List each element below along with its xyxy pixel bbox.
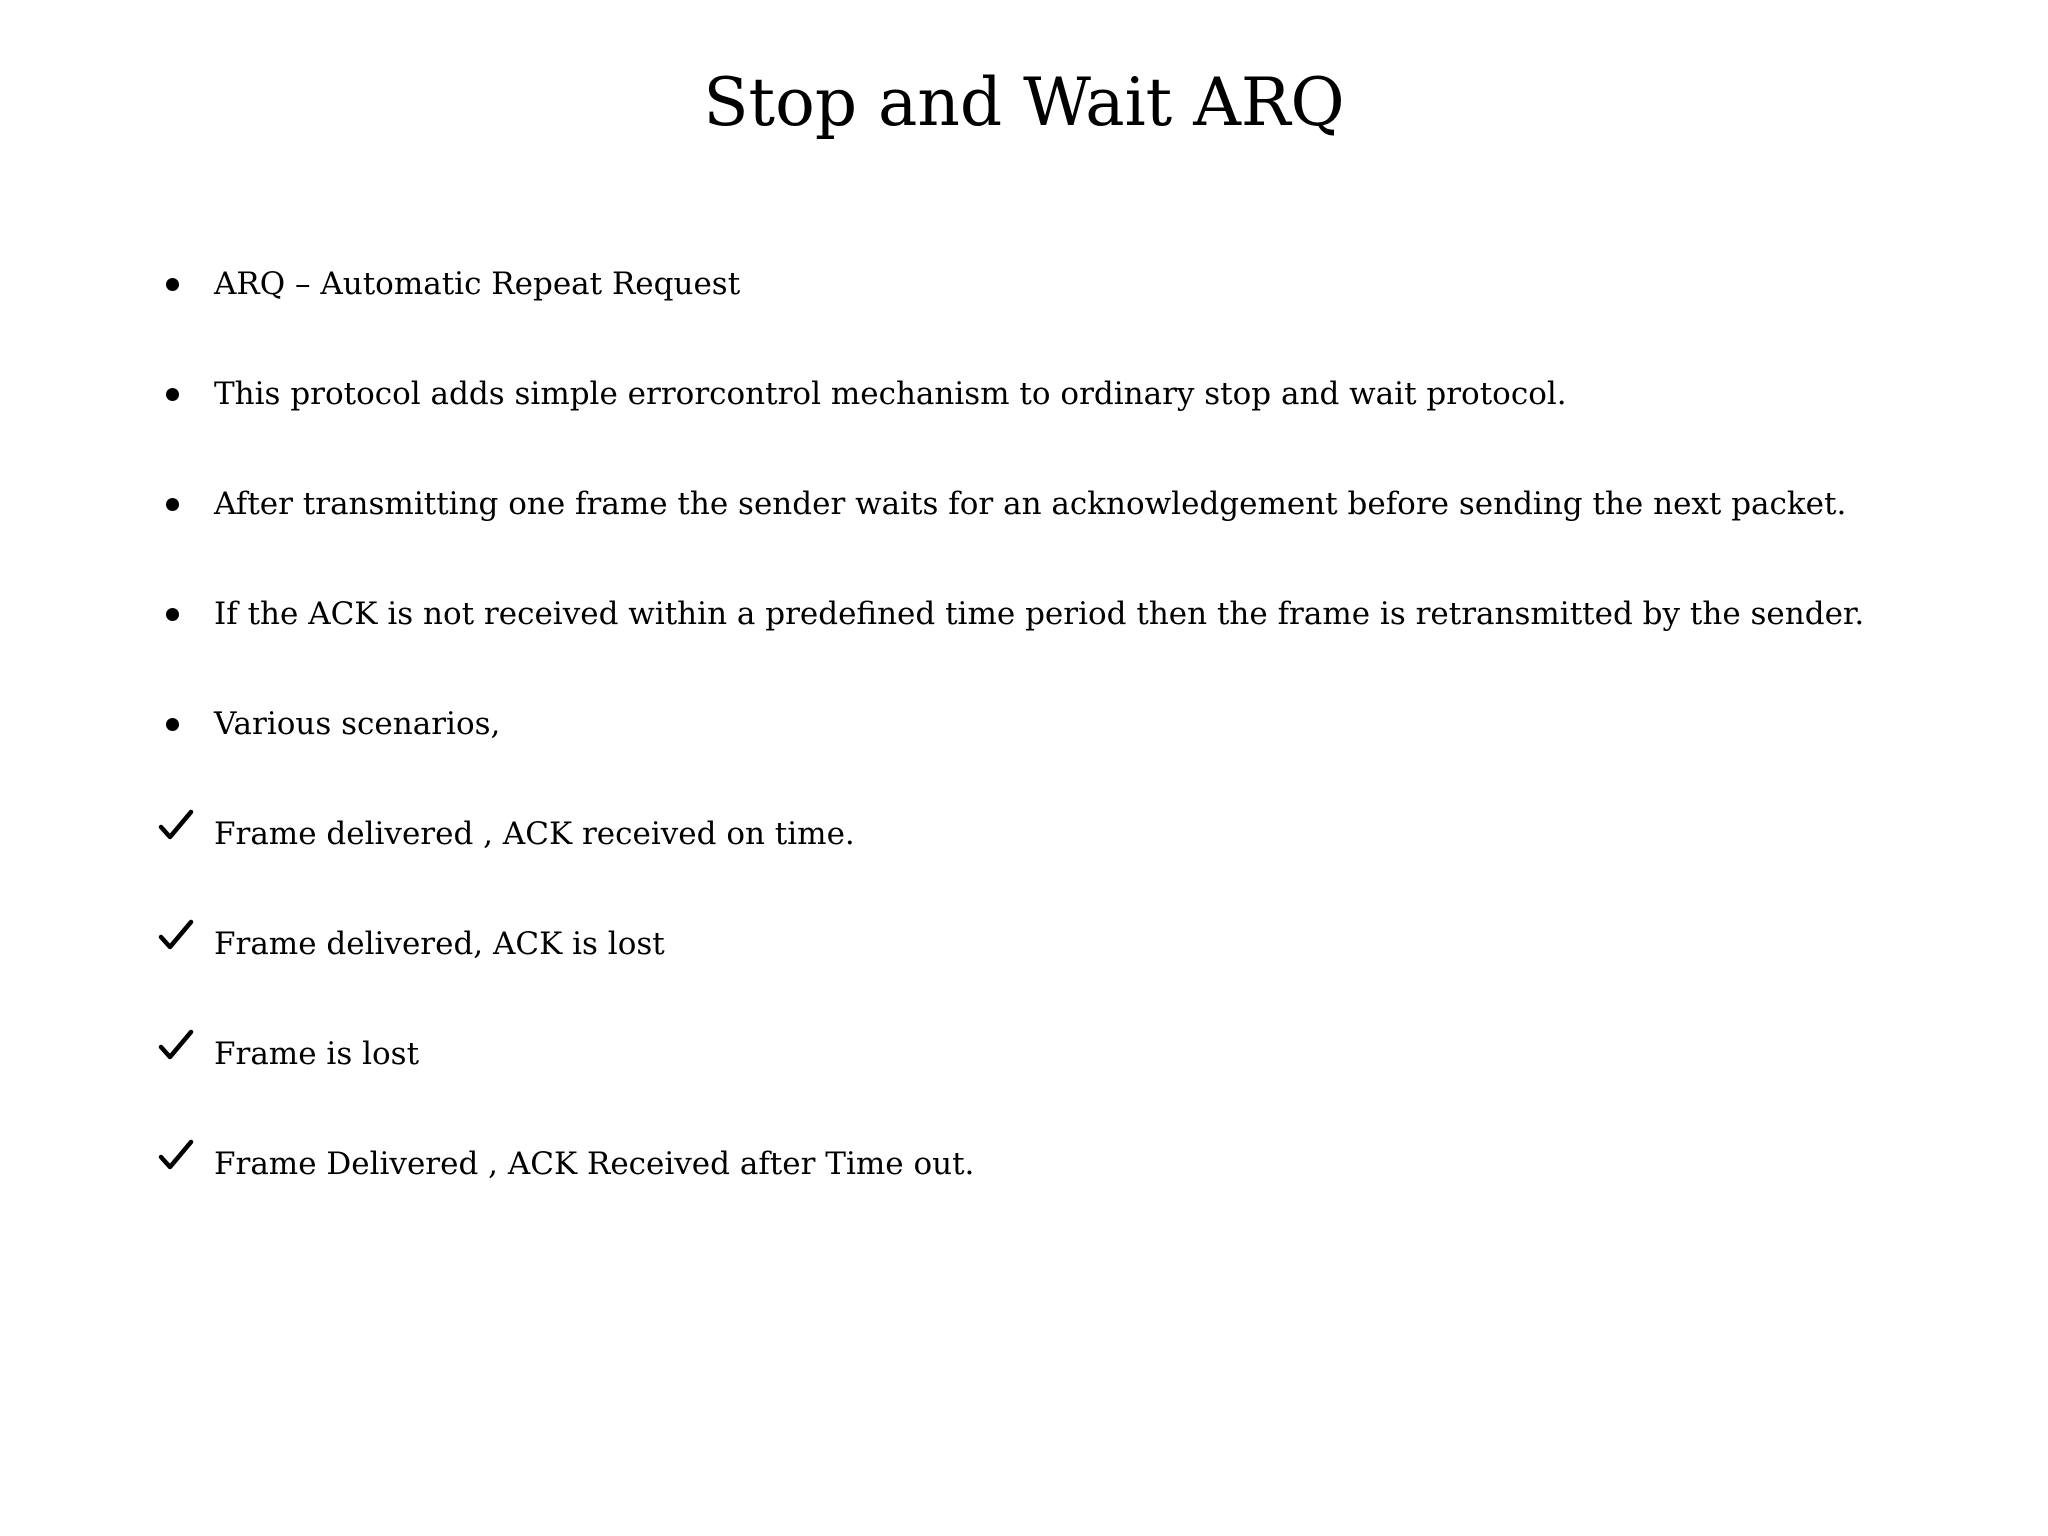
list-item-text: Frame is lost <box>214 1036 420 1072</box>
list-item <box>0 1024 1900 1084</box>
bullet-icon <box>158 584 198 644</box>
checkmark-icon <box>158 804 198 864</box>
list-item <box>0 694 1900 754</box>
bullet-icon <box>158 474 198 534</box>
bullet-icon <box>158 364 198 424</box>
list-item <box>0 804 1900 864</box>
list-item <box>0 474 1900 534</box>
list-item-text: Various scenarios, <box>214 706 501 742</box>
bullet-icon <box>158 694 198 754</box>
bullet-icon <box>158 254 198 314</box>
list-item <box>0 584 1900 644</box>
list-item <box>0 364 1900 424</box>
checkmark-icon <box>158 1024 198 1084</box>
list-item-text: Frame Delivered , ACK Received after Time out. <box>214 1146 975 1182</box>
list-item <box>0 254 1900 314</box>
list-item-text: After transmitting one frame the sender waits for an acknowledgement before sending the next packet. <box>214 486 1847 522</box>
list-item-text: ARQ – Automatic Repeat Request <box>214 266 741 302</box>
list-item <box>0 914 1900 974</box>
list-item-text: If the ACK is not received within a predefined time period then the frame is retransmitted by the sender. <box>214 596 1865 632</box>
slide-title: Stop and Wait ARQ <box>703 64 1345 141</box>
checkmark-icon <box>158 1134 198 1194</box>
list-item-text: This protocol adds simple errorcontrol mechanism to ordinary stop and wait protocol. <box>214 376 1567 412</box>
list-item-text: Frame delivered , ACK received on time. <box>214 816 855 852</box>
list-item <box>0 1134 1900 1194</box>
list-item-text: Frame delivered, ACK is lost <box>214 926 665 962</box>
checkmark-icon <box>158 914 198 974</box>
